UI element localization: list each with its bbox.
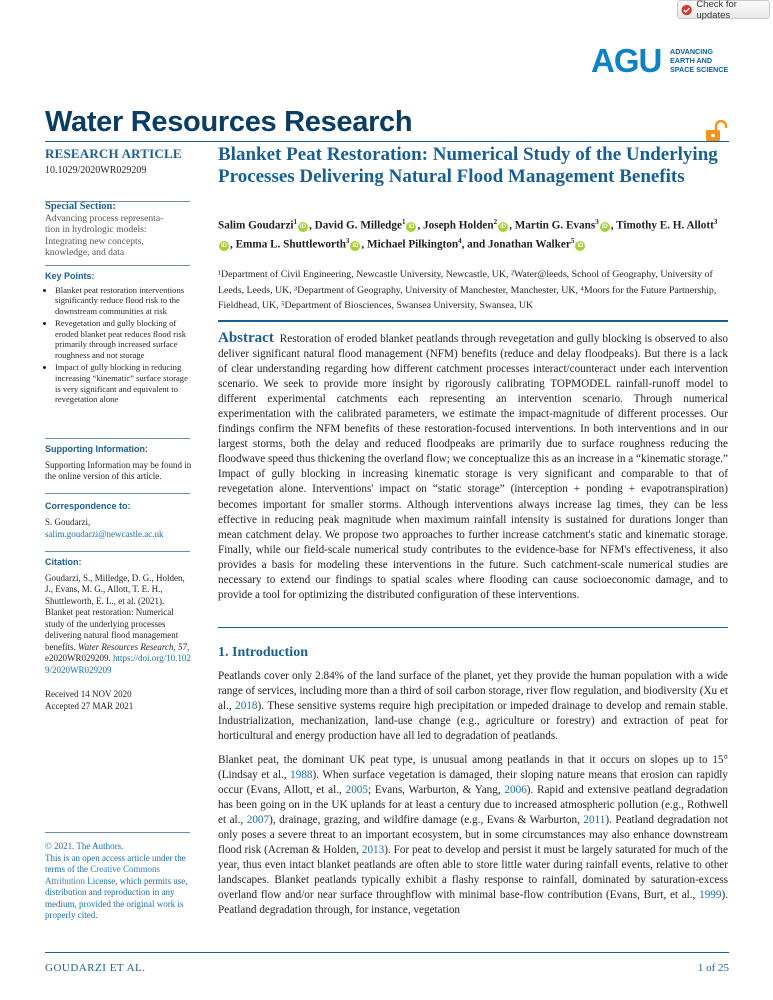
page-number: 1 of 25 (697, 962, 729, 974)
supporting-information (45, 444, 193, 483)
correspondence (45, 501, 193, 541)
author-separator: , (309, 219, 315, 232)
author-affiliation-number: 5 (570, 237, 575, 246)
citation-link[interactable]: 1988 (290, 769, 313, 782)
sidebar-divider (45, 832, 190, 833)
sidebar-divider (45, 551, 190, 552)
orcid-icon[interactable]: iD (601, 223, 608, 230)
orcid-icon[interactable]: iD (221, 242, 227, 249)
paragraph-text: ). These sensitive systems require high precipitation or impeded drainage to develop and remain stable. Industrialization, mechanization, land-use change (e.g., agriculture or forestry) and extraction of peat for horticultural and energy production have all led to degradation of peatlands. (218, 700, 729, 743)
paragraph-text: ). Peatland degradation through, for instance, vegetation (218, 889, 728, 917)
paragraph-text: Blanket peat, the dominant UK peat type, is unusual among peatlands in that it occurs on slopes up to 15° (Lindsay et al., (218, 754, 728, 782)
paragraph-text: ). When surface vegetation is damaged, their sloping nature means that erosion can rapidly occur (Evans, Allott, et al., (218, 769, 729, 797)
header-divider (45, 141, 729, 142)
author-affiliation-number: 3 (713, 218, 718, 226)
abstract (218, 331, 728, 603)
special-section-text: Advancing process representa-tion in hydrologic models: Integrating new concepts, knowledge, and data (45, 212, 164, 258)
author-name: Michael Pilkington (367, 238, 459, 251)
author-separator: , (610, 219, 617, 232)
article-type: RESEARCH ARTICLE (45, 146, 182, 161)
license-block (45, 841, 193, 922)
citation-link[interactable]: 1999 (699, 889, 722, 902)
paragraph-text: ). Peatland degradation not only poses a severe threat to an important ecosystem, but in some circumstances may also enhance downstream flood risk (Acreman & Holden, (218, 814, 729, 857)
citation-body: Goudarzi, S., Milledge, D. G., Holden, J., Evans, M. G., Allott, T. E. H., Shuttleworth, E. L., et al. (2021). Blanket peat restoration: Numerical study of the underlying processes delivering natural flood management benefits. (45, 572, 185, 652)
citation-text (45, 573, 193, 677)
citation-journal: Water Resources Research, (78, 641, 176, 652)
check-for-updates-button[interactable] (677, 0, 770, 19)
sidebar-divider (45, 493, 190, 494)
license-part-2: License, which permits use, distribution and reproduction in any medium, provided the original work is properly cited. (45, 875, 188, 920)
citation-suffix: e2020WR029209. (45, 653, 111, 663)
author-affiliation-number: 3 (595, 218, 599, 226)
citation-heading: Citation: (45, 557, 82, 567)
author-name: David G. Milledge (314, 219, 402, 232)
supporting-text: Supporting Information may be found in the online version of this article. (45, 459, 192, 481)
author-name: Salim Goudarzi (218, 219, 294, 232)
article-doi: 10.1029/2020WR029209 (45, 165, 147, 176)
author-name: Martin G. Evans (514, 219, 596, 232)
section-heading-introduction: 1. Introduction (218, 645, 308, 660)
author-name: Timothy E. H. Allott (616, 219, 714, 232)
intro-paragraph-1 (218, 669, 728, 744)
creative-commons-link[interactable]: Creative Commons Attribution (45, 864, 160, 886)
author-affiliation-number: 1 (401, 218, 406, 226)
key-points (45, 271, 193, 406)
citation-link[interactable]: 2013 (361, 844, 385, 857)
special-section (45, 201, 193, 259)
journal-title: Water Resources Research (45, 106, 413, 138)
copyright: © 2021. The Authors. (45, 841, 124, 851)
paragraph-text: ; Evans, Warburton, & Yang, (367, 784, 505, 797)
author-name: Jonathan Walker (488, 238, 571, 251)
author-name: Emma L. Shuttleworth (235, 238, 346, 251)
orcid-icon[interactable]: iD (352, 242, 359, 249)
received-date: Received 14 NOV 2020 (45, 689, 132, 699)
check-for-updates-label: Check for updates (696, 0, 737, 21)
footer-rule (45, 952, 729, 953)
author-affiliation-number: 2 (493, 218, 498, 226)
orcid-icon[interactable]: iD (500, 223, 507, 230)
author-affiliation-number: 1 (293, 218, 298, 226)
citation-doi-link[interactable]: https://doi.org/10.1029/2020WR029209 (45, 653, 191, 675)
citation-link[interactable]: 2006 (504, 784, 527, 797)
dates (45, 689, 193, 712)
citation-volume: 57, (177, 641, 190, 652)
footer-running-head: GOUDARZI ET AL. (45, 962, 146, 974)
citation (45, 557, 193, 676)
open-access-lock-icon (705, 120, 729, 142)
paragraph-text: Peatlands cover only 2.84% of the land surface of the planet, yet they provide the human population with a wide range of services, including more than a third of soil carbon storage, river flow regulation, and biodiversity (Xu et al., (218, 670, 728, 713)
license-text (45, 853, 193, 922)
abstract-text: Restoration of eroded blanket peatlands through revegetation and gully blocking is observed to also deliver significant natural flood management (NFM) benefits (reduce and delay floodpeaks). But there is a lack of clear understanding regarding how different catchment processes interact/counteract under each intervention scenario. We seek to provide more insight by rigorously calibrating TOPMODEL rainfall-runoff model to different experimental catchments each representing an intervention scenario. Through numerical experimentation with the calibrated parameters, we estimate the impact-magnitude of different processes. Our findings confirm the NFM benefits of these restoration-focused interventions. In both interventions and in our largest storms, both the delay and reduced floodpeaks are primarily due to surface roughness reducing the floodwave speed thus thickening the overland flow; we conceptualize this as an increase in a “kinematic storage.” Impact of gully blocking in increasing kinematic storage is very significant and comparable to that of revegetation alone. Interventions' impact on “static storage” (interception + ponding + evapotranspiration) becomes important for smaller storms. Although interventions always increase lag times, they can be less effective in reducing peak magnitude when maximum rainfall intensity is sustained for durations longer than mean catchment delay. We propose two approaches to further increase catchment's static and kinematic storage. Finally, while our field-scale numerical study contributes to the evidence-base for NFM's effectiveness, it also provides a basis for modeling these interventions in the future. Such catchment-scale numerical studies are necessary to extend our findings to spatial scales where flooding can cause socioeconomic damage, and to provide a tool for optimizing the distributed configuration of these interventions. (218, 333, 729, 601)
orcid-icon[interactable]: iD (408, 223, 415, 230)
supporting-heading: Supporting Information: (45, 444, 148, 454)
correspondence-email-link[interactable]: salim.goudarzi@newcastle.ac.uk (45, 529, 164, 539)
key-point: • Blanket peat restoration interventions significantly reduce flood risk to the downstream communities at risk (55, 285, 193, 317)
author-separator: , (417, 219, 424, 232)
special-section-heading: Special Section: (45, 201, 116, 212)
correspondence-heading: Correspondence to: (45, 501, 131, 511)
agu-tagline: ADVANCING EARTH AND SPACE SCIENCE (670, 47, 729, 74)
article-title: Blanket Peat Restoration: Numerical Study of the Underlying Processes Delivering Natural Flood Management Benefits (218, 144, 718, 187)
abstract-top-rule (218, 320, 728, 322)
agu-logo-text: AGU (591, 42, 662, 79)
author-list (218, 215, 728, 253)
sidebar-divider (45, 438, 190, 439)
abstract-heading: Abstract (218, 330, 274, 346)
author-separator: , (361, 238, 368, 251)
author-separator: , and (461, 238, 489, 251)
citation-link[interactable]: 2007 (246, 814, 270, 827)
citation-link[interactable]: 2011 (583, 814, 606, 827)
citation-link[interactable]: 2018 (235, 700, 258, 713)
author-separator: , (230, 238, 236, 251)
key-point: • Revegetation and gully blocking of eroded blanket peat reduces flood risk primarily through increased surface roughness and not storage (55, 318, 193, 361)
agu-logo (591, 41, 731, 81)
paragraph-text: ). For peat to develop and persist it must be largely saturated for much of the year, thus even intact blanket peatlands are often able to store little water during rainfall events, relative to other landscapes. Blanket peatlands typically exhibit a flashy response to rainfall, dominated by saturation-excess overland flow and/or near surface throughflow with minimal base-flow contribution (Evans, Burt, et al., (218, 844, 728, 902)
paragraph-text: ), drainage, grazing, and wildfire damage (e.g., Evans & Warburton, (269, 814, 584, 827)
paragraph-text: ). Rapid and extensive peatland degradation has been going on in the UK uplands for at least a century due to increased atmospheric pollution (e.g., Rothwell et al., (218, 784, 728, 827)
intro-paragraph-2 (218, 753, 728, 919)
citation-link[interactable]: 2005 (345, 784, 368, 797)
author-affiliation-number: 4 (458, 237, 462, 246)
abstract-bottom-rule (218, 627, 728, 628)
correspondence-name: S. Goudarzi, (45, 516, 91, 527)
author-affiliation-number: 3 (345, 237, 350, 246)
author-separator: , (509, 219, 515, 232)
key-point: • Impact of gully blocking in reducing increasing “kinematic” surface storage is very significant and equivalent to revegetation alone (55, 362, 193, 405)
accepted-date: Accepted 27 MAR 2021 (45, 700, 134, 711)
key-points-heading: Key Points: (45, 271, 95, 281)
crossmark-icon (681, 4, 692, 16)
license-part-1: This is an open access article under the terms of the (45, 852, 186, 874)
orcid-icon[interactable]: iD (577, 242, 584, 249)
sidebar-divider (45, 265, 190, 266)
affiliations: ¹Department of Civil Engineering, Newcastle University, Newcastle, UK, ²Water@leeds, School of Geography, University of Leeds, Leeds, UK, ³Department of Geography, University of Manchester, Manchester, UK, ⁴Moors for the Future Partnership, Fieldhead, UK, ⁵Department of Biosciences, Swansea University, Swansea, UK (218, 269, 717, 311)
orcid-icon[interactable]: iD (300, 223, 307, 230)
author-name: Joseph Holden (423, 219, 494, 232)
